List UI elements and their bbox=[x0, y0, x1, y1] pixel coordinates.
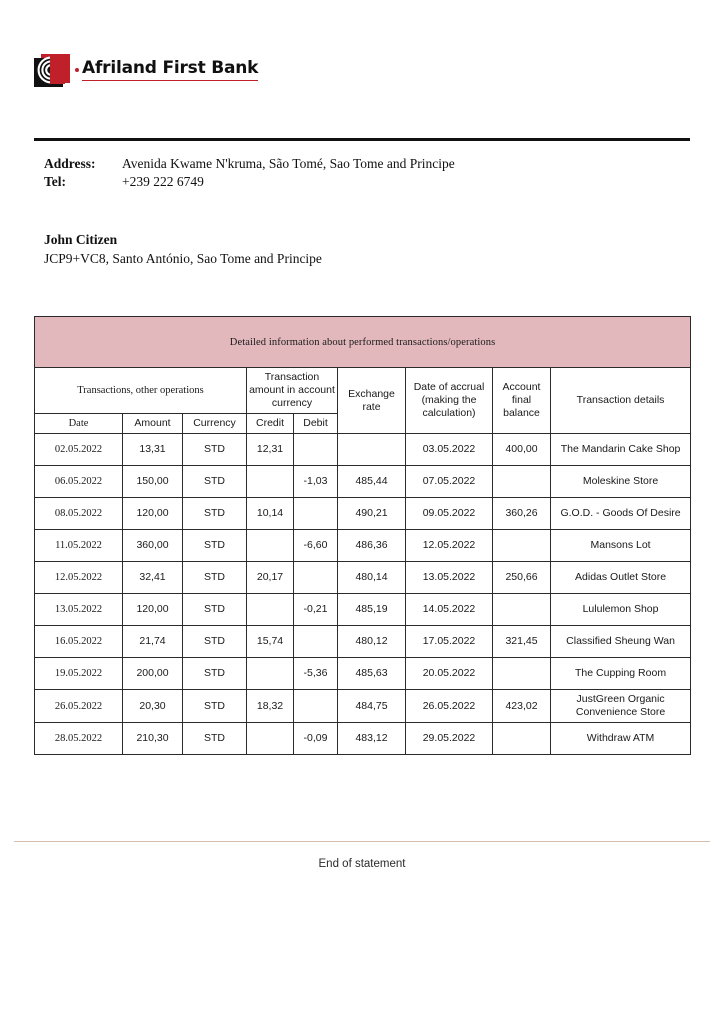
tel-label: Tel: bbox=[44, 174, 67, 189]
cell-amount: 120,00 bbox=[123, 594, 183, 626]
cell-details: The Mandarin Cake Shop bbox=[551, 434, 691, 466]
cell-details: JustGreen Organic Convenience Store bbox=[551, 690, 691, 723]
table-body bbox=[35, 434, 691, 755]
group-header-date-of-accrual: Date of accrual (making the calculation) bbox=[406, 368, 493, 434]
tel-row bbox=[44, 173, 684, 191]
cell-balance bbox=[493, 723, 551, 755]
cell-debit bbox=[294, 562, 338, 594]
table-row bbox=[35, 658, 691, 690]
cell-balance: 423,02 bbox=[493, 690, 551, 723]
cell-details: Moleskine Store bbox=[551, 466, 691, 498]
column-header-debit: Debit bbox=[294, 414, 338, 434]
column-header-credit: Credit bbox=[247, 414, 294, 434]
cell-details: Mansons Lot bbox=[551, 530, 691, 562]
cell-details: Classified Sheung Wan bbox=[551, 626, 691, 658]
cell-accrual: 03.05.2022 bbox=[406, 434, 493, 466]
cell-rate: 490,21 bbox=[338, 498, 406, 530]
group-header-exchange-rate: Exchange rate bbox=[338, 368, 406, 434]
rings-glyph bbox=[37, 56, 65, 84]
cell-credit bbox=[247, 466, 294, 498]
cell-accrual: 07.05.2022 bbox=[406, 466, 493, 498]
column-header-date: Date bbox=[35, 414, 123, 434]
cell-currency: STD bbox=[183, 690, 247, 723]
cell-currency: STD bbox=[183, 723, 247, 755]
table-row bbox=[35, 690, 691, 723]
cell-amount: 120,00 bbox=[123, 498, 183, 530]
cell-credit bbox=[247, 530, 294, 562]
cell-debit: -1,03 bbox=[294, 466, 338, 498]
table-head bbox=[35, 317, 691, 434]
cell-details: Withdraw ATM bbox=[551, 723, 691, 755]
cell-accrual: 12.05.2022 bbox=[406, 530, 493, 562]
cell-credit: 20,17 bbox=[247, 562, 294, 594]
cell-currency: STD bbox=[183, 498, 247, 530]
cell-credit: 12,31 bbox=[247, 434, 294, 466]
cell-balance: 250,66 bbox=[493, 562, 551, 594]
table-row bbox=[35, 466, 691, 498]
cell-date: 19.05.2022 bbox=[35, 658, 123, 690]
cell-accrual: 29.05.2022 bbox=[406, 723, 493, 755]
table-row bbox=[35, 594, 691, 626]
afriland-rings-logo-icon bbox=[34, 54, 70, 87]
cell-rate: 485,19 bbox=[338, 594, 406, 626]
group-header-transaction-details: Transaction details bbox=[551, 368, 691, 434]
customer-name: John Citizen bbox=[44, 232, 118, 247]
cell-credit: 15,74 bbox=[247, 626, 294, 658]
logo-dot-icon bbox=[75, 68, 79, 72]
cell-amount: 210,30 bbox=[123, 723, 183, 755]
column-header-currency: Currency bbox=[183, 414, 247, 434]
cell-credit bbox=[247, 658, 294, 690]
table-banner-title: Detailed information about performed transactions/operations bbox=[35, 317, 691, 368]
cell-amount: 13,31 bbox=[123, 434, 183, 466]
column-header-amount: Amount bbox=[123, 414, 183, 434]
table-row bbox=[35, 723, 691, 755]
cell-currency: STD bbox=[183, 434, 247, 466]
cell-credit: 10,14 bbox=[247, 498, 294, 530]
cell-rate bbox=[338, 434, 406, 466]
cell-balance bbox=[493, 594, 551, 626]
cell-debit: -0,09 bbox=[294, 723, 338, 755]
tel-value: +239 222 6749 bbox=[122, 174, 204, 189]
bank-logo bbox=[34, 52, 258, 88]
cell-accrual: 13.05.2022 bbox=[406, 562, 493, 594]
cell-accrual: 17.05.2022 bbox=[406, 626, 493, 658]
cell-debit bbox=[294, 626, 338, 658]
cell-amount: 360,00 bbox=[123, 530, 183, 562]
cell-date: 28.05.2022 bbox=[35, 723, 123, 755]
cell-amount: 21,74 bbox=[123, 626, 183, 658]
cell-debit bbox=[294, 690, 338, 723]
customer-block bbox=[44, 230, 322, 268]
address-value: Avenida Kwame N'kruma, São Tomé, Sao Tome and Principe bbox=[122, 156, 455, 171]
cell-amount: 20,30 bbox=[123, 690, 183, 723]
cell-details: The Cupping Room bbox=[551, 658, 691, 690]
cell-currency: STD bbox=[183, 594, 247, 626]
cell-rate: 480,12 bbox=[338, 626, 406, 658]
footer-text: End of statement bbox=[318, 858, 406, 870]
cell-accrual: 14.05.2022 bbox=[406, 594, 493, 626]
footer-divider bbox=[14, 841, 710, 842]
cell-balance: 400,00 bbox=[493, 434, 551, 466]
cell-balance bbox=[493, 530, 551, 562]
cell-accrual: 26.05.2022 bbox=[406, 690, 493, 723]
group-header-amount-account-currency: Transaction amount in account currency bbox=[247, 368, 338, 414]
cell-details: Lululemon Shop bbox=[551, 594, 691, 626]
cell-date: 11.05.2022 bbox=[35, 530, 123, 562]
cell-balance bbox=[493, 466, 551, 498]
bank-name: Afriland First Bank bbox=[82, 59, 258, 81]
cell-balance bbox=[493, 658, 551, 690]
cell-rate: 485,44 bbox=[338, 466, 406, 498]
cell-date: 12.05.2022 bbox=[35, 562, 123, 594]
cell-currency: STD bbox=[183, 466, 247, 498]
cell-currency: STD bbox=[183, 530, 247, 562]
cell-credit bbox=[247, 723, 294, 755]
bank-contact-block bbox=[44, 155, 684, 191]
group-header-account-final-balance: Account final balance bbox=[493, 368, 551, 434]
cell-date: 26.05.2022 bbox=[35, 690, 123, 723]
cell-rate: 485,63 bbox=[338, 658, 406, 690]
group-header-transactions: Transactions, other operations bbox=[35, 368, 247, 414]
address-row bbox=[44, 155, 684, 173]
cell-credit bbox=[247, 594, 294, 626]
header-divider bbox=[34, 138, 690, 141]
table-banner-row bbox=[35, 317, 691, 368]
cell-details: G.O.D. - Goods Of Desire bbox=[551, 498, 691, 530]
cell-debit: -5,36 bbox=[294, 658, 338, 690]
cell-balance: 360,26 bbox=[493, 498, 551, 530]
table-row bbox=[35, 626, 691, 658]
table-row bbox=[35, 434, 691, 466]
cell-accrual: 09.05.2022 bbox=[406, 498, 493, 530]
cell-date: 13.05.2022 bbox=[35, 594, 123, 626]
cell-rate: 484,75 bbox=[338, 690, 406, 723]
cell-date: 16.05.2022 bbox=[35, 626, 123, 658]
transactions-table bbox=[34, 316, 691, 755]
address-label: Address: bbox=[44, 156, 96, 171]
cell-currency: STD bbox=[183, 626, 247, 658]
cell-accrual: 20.05.2022 bbox=[406, 658, 493, 690]
cell-debit: -6,60 bbox=[294, 530, 338, 562]
cell-amount: 150,00 bbox=[123, 466, 183, 498]
table-row bbox=[35, 530, 691, 562]
cell-amount: 200,00 bbox=[123, 658, 183, 690]
cell-amount: 32,41 bbox=[123, 562, 183, 594]
cell-date: 06.05.2022 bbox=[35, 466, 123, 498]
cell-rate: 480,14 bbox=[338, 562, 406, 594]
cell-currency: STD bbox=[183, 658, 247, 690]
cell-debit bbox=[294, 498, 338, 530]
cell-debit bbox=[294, 434, 338, 466]
cell-details: Adidas Outlet Store bbox=[551, 562, 691, 594]
cell-date: 02.05.2022 bbox=[35, 434, 123, 466]
cell-balance: 321,45 bbox=[493, 626, 551, 658]
customer-address: JCP9+VC8, Santo António, Sao Tome and Principe bbox=[44, 251, 322, 266]
table-row bbox=[35, 562, 691, 594]
cell-currency: STD bbox=[183, 562, 247, 594]
cell-rate: 483,12 bbox=[338, 723, 406, 755]
transactions-table-wrapper bbox=[34, 316, 690, 755]
table-row bbox=[35, 498, 691, 530]
cell-credit: 18,32 bbox=[247, 690, 294, 723]
cell-date: 08.05.2022 bbox=[35, 498, 123, 530]
cell-rate: 486,36 bbox=[338, 530, 406, 562]
cell-debit: -0,21 bbox=[294, 594, 338, 626]
table-group-header-row bbox=[35, 368, 691, 414]
